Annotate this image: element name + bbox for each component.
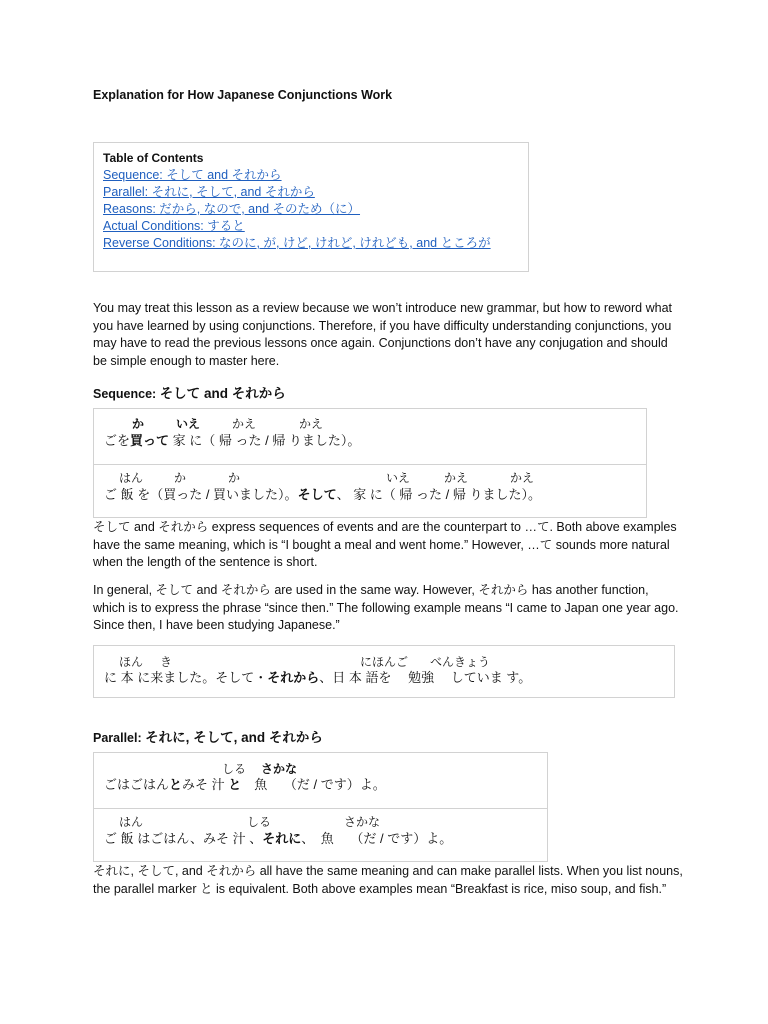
toc-link-reverse-conditions[interactable]: Reverse Conditions: なのに, が, けど, けれど, けれども, and ところが	[103, 236, 491, 250]
example-row	[94, 409, 646, 464]
furigana: はん	[119, 471, 144, 485]
sentence-part: 、 魚 （だ / です）よ。	[301, 831, 453, 846]
sentence-bold: そして	[297, 487, 337, 502]
sentence-part: 家 に（ 帰 った / 帰 りました）。	[169, 433, 361, 448]
furigana: かえ	[232, 417, 257, 431]
document-title: Explanation for How Japanese Conjunctions Work	[93, 88, 393, 102]
sequence-paragraph-2: In general, そして and それから are used in the same way. However, それから has another function, which is to express the phrase “since then.” The following example means “I came to Japan one year ago. Since then, I have been studying Japanese.”	[93, 583, 679, 632]
furigana: ほん	[119, 655, 144, 669]
furigana: か	[228, 471, 241, 485]
sentence-part: ご 飯 を（買った / 買いました）。	[104, 487, 298, 502]
sentence-bold: 買って	[130, 433, 170, 448]
section-heading-sequence	[93, 382, 286, 402]
sentence-part: ごはごはん	[104, 777, 170, 792]
example-row	[94, 464, 646, 518]
toc-title: Table of Contents	[103, 151, 204, 165]
furigana: はん	[119, 815, 144, 829]
toc-link-parallel[interactable]: Parallel: それに, そして, and それから	[103, 185, 315, 199]
example-sentence	[104, 774, 386, 793]
furigana: か	[132, 417, 145, 431]
example-row	[94, 808, 547, 862]
example-row	[94, 753, 547, 808]
sentence-part: に 本 に来ました。そして・	[104, 670, 268, 685]
toc-link-sequence[interactable]: Sequence: そして and それから	[103, 168, 282, 182]
sentence-part: 、 家 に（ 帰 った / 帰 りました）。	[336, 487, 541, 502]
heading-prefix: Parallel:	[93, 731, 146, 745]
toc-link-actual-conditions[interactable]: Actual Conditions: すると	[103, 219, 245, 233]
sentence-part: みそ 汁	[182, 777, 229, 792]
sentence-bold: と	[228, 777, 242, 792]
example-sentence	[104, 667, 531, 686]
furigana: にほんご	[360, 655, 409, 669]
table-of-contents	[93, 142, 529, 272]
example-box-since-then	[93, 645, 675, 698]
heading-prefix: Sequence:	[93, 387, 160, 401]
furigana: かえ	[299, 417, 324, 431]
heading-jp: それに, そして, and それから	[145, 730, 323, 745]
toc-link-reasons[interactable]: Reasons: だから, なので, and そのため（に）	[103, 202, 361, 216]
sentence-bold: と	[169, 777, 183, 792]
parallel-paragraph: それに, そして, and それから all have the same meaning and can make parallel lists. When you list nouns, the parallel marker と is equivalent. Both above examples mean “Breakfast is rice, miso soup, and fish.”	[93, 864, 683, 896]
example-sentence	[104, 484, 541, 503]
furigana: か	[174, 471, 187, 485]
furigana: しる	[222, 762, 247, 776]
furigana: かえ	[444, 471, 469, 485]
furigana: べんきょう	[430, 655, 491, 669]
example-box-sequence	[93, 408, 647, 518]
furigana: いえ	[386, 471, 411, 485]
sequence-paragraph-1: そして and それから express sequences of events and are the counterpart to …て. Both above examples have the same meaning, which is “I bought a meal and went home.” However, …て sounds more natural when the length of the sentence is short.	[93, 520, 677, 569]
sentence-part: ご 飯 はごはん、みそ 汁 、	[104, 831, 263, 846]
furigana: かえ	[510, 471, 535, 485]
example-box-parallel	[93, 752, 548, 862]
sentence-part: 魚 （だ / です）よ。	[241, 777, 386, 792]
furigana: さかな	[261, 762, 298, 776]
intro-paragraph: You may treat this lesson as a review because we won’t introduce new grammar, but how to reword what you have learned by using conjunctions. Therefore, if you have difficulty understanding conjunctions, you may have to read the previous lessons once again. Conjunctions don’t have any conjugation and should be simple enough to master here.	[93, 301, 672, 368]
example-sentence	[104, 828, 452, 847]
example-row	[94, 646, 674, 697]
example-sentence	[104, 430, 360, 449]
sentence-part: ごを	[104, 433, 131, 448]
sentence-part: 、日 本 語を 勉強 していま す。	[319, 670, 532, 685]
furigana: さかな	[344, 815, 381, 829]
sentence-bold: それから	[267, 670, 320, 685]
furigana: いえ	[176, 417, 201, 431]
furigana: しる	[247, 815, 272, 829]
sentence-bold: それに	[262, 831, 302, 846]
section-heading-parallel	[93, 726, 323, 746]
furigana: き	[160, 655, 173, 669]
heading-jp: そして and それから	[159, 386, 286, 401]
